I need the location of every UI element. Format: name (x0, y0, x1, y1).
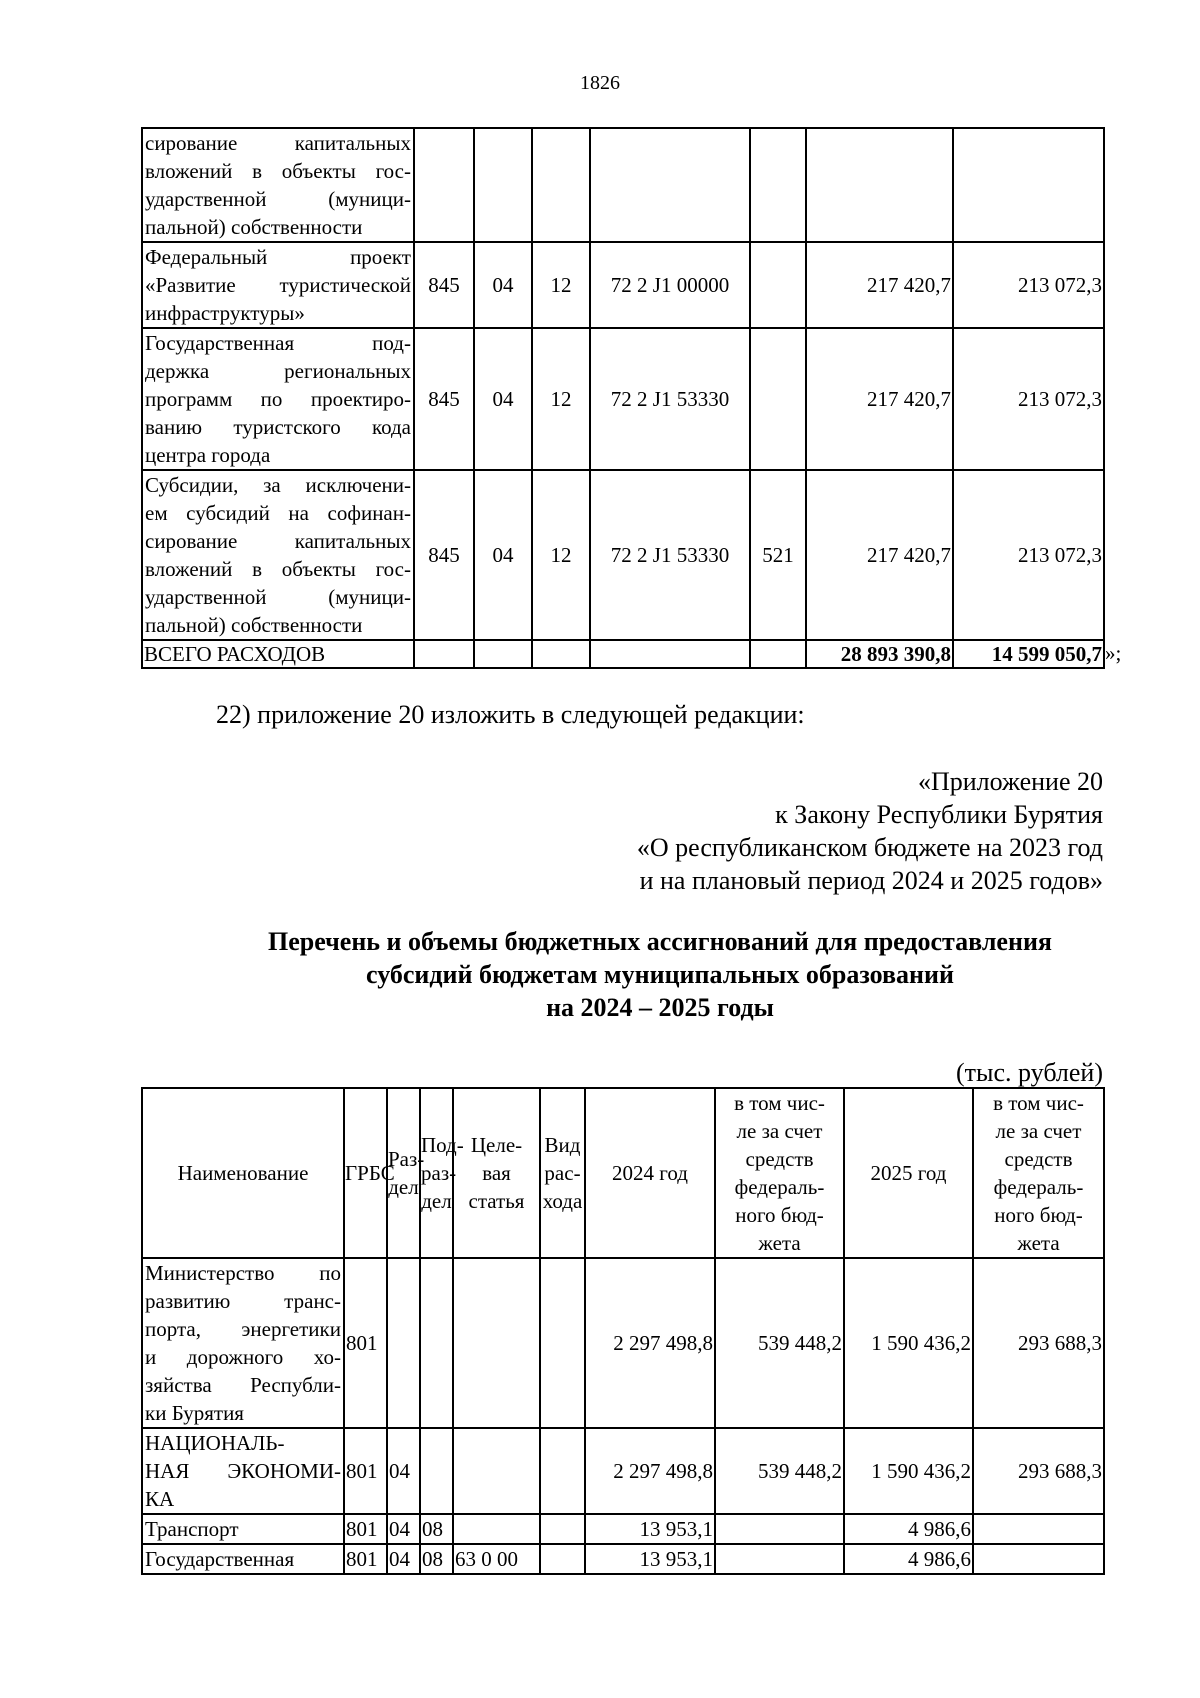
expense-type-cell (750, 242, 806, 328)
row-name: Федеральный проект «Развитие туристической инфраструктуры» (142, 242, 414, 328)
amount-2024-cell: 2 297 498,8 (585, 1428, 715, 1514)
section-cell: 04 (387, 1544, 420, 1574)
document-title: Перечень и объемы бюджетных ассигнований для предоставления субсидий бюджетам муниципальных образований на 2024 – 2025 годы (268, 927, 1052, 1022)
grbs-cell (414, 128, 474, 242)
amount-2025-cell (953, 128, 1104, 242)
subsection-cell: 12 (532, 328, 590, 470)
subsection-cell: 12 (532, 470, 590, 640)
grbs-cell: 801 (344, 1258, 387, 1428)
fed-2024-cell (715, 1544, 844, 1574)
section-cell: 04 (387, 1514, 420, 1544)
amount-2025-cell: 4 986,6 (844, 1514, 973, 1544)
row-name: Министерство по развитию транс- порта, энергетики и дорожного хо- зяйства Республи- ки Бурятия (142, 1258, 344, 1428)
row-name: НАЦИОНАЛЬ- НАЯ ЭКОНОМИ- КА (142, 1428, 344, 1514)
target-article-cell: 72 2 J1 53330 (590, 470, 750, 640)
fed-2025-cell: 293 688,3 (973, 1428, 1104, 1514)
amount-2024-cell: 13 953,1 (585, 1514, 715, 1544)
amount-2024-cell: 2 297 498,8 (585, 1258, 715, 1428)
subsection-cell (420, 1428, 453, 1514)
table-row (142, 1544, 1104, 1574)
total-2025: 14 599 050,7 (953, 640, 1104, 668)
section-cell: 04 (387, 1428, 420, 1514)
amount-2025-cell: 1 590 436,2 (844, 1428, 973, 1514)
header-grbs: ГРБС (344, 1088, 387, 1258)
header-row (142, 1088, 1104, 1258)
subsection-cell: 08 (420, 1514, 453, 1544)
fed-2025-cell (973, 1544, 1104, 1574)
expense-type-cell (540, 1428, 585, 1514)
section-cell: 04 (474, 328, 532, 470)
subsidies-table (141, 1087, 1105, 1575)
table-row (142, 1258, 1104, 1428)
target-article-cell (453, 1428, 540, 1514)
table-row (142, 242, 1104, 328)
target-article-cell: 72 2 J1 53330 (590, 328, 750, 470)
expense-type-cell (540, 1514, 585, 1544)
subsection-cell: 08 (420, 1544, 453, 1574)
expense-type-cell (750, 128, 806, 242)
amount-2024-cell: 217 420,7 (806, 470, 953, 640)
total-label: ВСЕГО РАСХОДОВ (142, 640, 414, 668)
fed-2024-cell: 539 448,2 (715, 1258, 844, 1428)
header-subsection: Под- раз- дел (420, 1088, 453, 1258)
header-expense-type: Вид рас- хода (540, 1088, 585, 1258)
grbs-cell: 845 (414, 242, 474, 328)
header-name: Наименование (142, 1088, 344, 1258)
units-label: (тыс. рублей) (955, 1058, 1103, 1087)
appendix-heading: «Приложение 20 к Закону Республики Бурятия «О республиканском бюджете на 2023 год и на плановый период 2024 и 2025 годов» (636, 767, 1103, 895)
header-section: Раз- дел (387, 1088, 420, 1258)
expense-type-cell (750, 328, 806, 470)
section-cell: 04 (474, 470, 532, 640)
target-article-cell: 72 2 J1 00000 (590, 242, 750, 328)
amount-2024-cell (806, 128, 953, 242)
grbs-cell: 845 (414, 328, 474, 470)
fed-2025-cell: 293 688,3 (973, 1258, 1104, 1428)
amount-2025-cell: 1 590 436,2 (844, 1258, 973, 1428)
table-row (142, 1514, 1104, 1544)
grbs-cell: 801 (344, 1428, 387, 1514)
row-name: Государственная под- держка региональных программ по проектиро- ванию туристского кода центра города (142, 328, 414, 470)
expenditure-table (141, 127, 1105, 669)
header-2025: 2025 год (844, 1088, 973, 1258)
target-article-cell (590, 128, 750, 242)
header-fed-2025: в том чис- ле за счет средств федераль- ного бюд- жета (973, 1088, 1104, 1258)
amount-2025-cell: 213 072,3 (953, 470, 1104, 640)
fed-2024-cell (715, 1514, 844, 1544)
target-article-cell: 63 0 00 (453, 1544, 540, 1574)
row-name: Субсидии, за исключени- ем субсидий на софинан- сирование капитальных вложений в объекты гос- ударственной (муници- пальной) собственности (142, 470, 414, 640)
expense-type-cell (540, 1258, 585, 1428)
amendment-paragraph: 22) приложение 20 изложить в следующей редакции: (216, 700, 805, 729)
total-2024: 28 893 390,8 (806, 640, 953, 668)
row-name: Государственная (142, 1544, 344, 1574)
subsection-cell: 12 (532, 242, 590, 328)
row-name: сирование капитальных вложений в объекты гос- ударственной (муници- пальной) собственности (142, 128, 414, 242)
section-cell (387, 1258, 420, 1428)
header-fed-2024: в том чис- ле за счет средств федераль- ного бюд- жета (715, 1088, 844, 1258)
section-cell: 04 (474, 242, 532, 328)
amount-2025-cell: 213 072,3 (953, 328, 1104, 470)
header-target-article: Целе- вая статья (453, 1088, 540, 1258)
grbs-cell: 845 (414, 470, 474, 640)
table-row (142, 1428, 1104, 1514)
amount-2024-cell: 217 420,7 (806, 242, 953, 328)
closing-quote: »; (1105, 641, 1122, 665)
section-cell (474, 128, 532, 242)
amount-2025-cell: 213 072,3 (953, 242, 1104, 328)
table-row (142, 470, 1104, 640)
total-row (142, 640, 1104, 668)
target-article-cell (453, 1258, 540, 1428)
subsection-cell (420, 1258, 453, 1428)
table-row (142, 128, 1104, 242)
row-name: Транспорт (142, 1514, 344, 1544)
subsection-cell (532, 128, 590, 242)
header-2024: 2024 год (585, 1088, 715, 1258)
amount-2024-cell: 13 953,1 (585, 1544, 715, 1574)
amount-2024-cell: 217 420,7 (806, 328, 953, 470)
amount-2025-cell: 4 986,6 (844, 1544, 973, 1574)
target-article-cell (453, 1514, 540, 1544)
expense-type-cell (540, 1544, 585, 1574)
fed-2025-cell (973, 1514, 1104, 1544)
page-number: 1826 (580, 72, 620, 94)
fed-2024-cell: 539 448,2 (715, 1428, 844, 1514)
grbs-cell: 801 (344, 1544, 387, 1574)
table-row (142, 328, 1104, 470)
expense-type-cell: 521 (750, 470, 806, 640)
grbs-cell: 801 (344, 1514, 387, 1544)
